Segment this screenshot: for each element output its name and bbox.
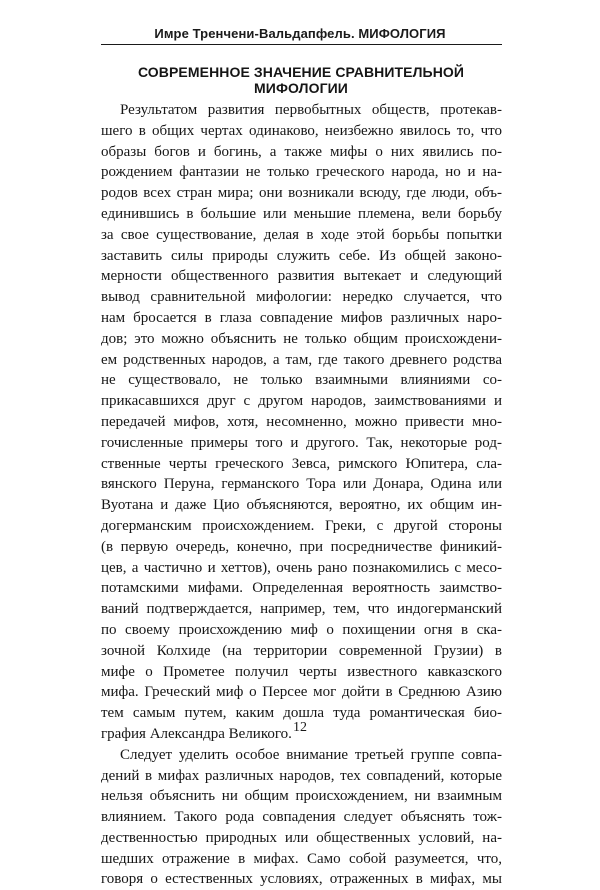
text-line: догерманским происхождением. Греки, с другой стороны xyxy=(101,517,502,534)
text-line: Вуотана и даже Цио объясняются, вероятно, их общим ин- xyxy=(101,497,502,514)
text-line: прикасавшихся друг с другом народов, заимствованиями и xyxy=(101,393,502,410)
text-line: мифе о Прометее получил черты известного кавказского xyxy=(101,663,502,680)
text-line: ем родственных народов, а там, где такого древнего родства xyxy=(101,351,502,368)
text-line: вывод сравнительной мифологии: нередко случается, что xyxy=(101,289,502,306)
text-line: нам бросается в глаза совпадение мифов различных наро- xyxy=(101,309,502,326)
text-line: Результатом развития первобытных обществ, протекав- xyxy=(120,102,502,118)
text-line: дественностью природных или общественных условий, на- xyxy=(101,829,502,846)
section-title: СОВРЕМЕННОЕ ЗНАЧЕНИЕ СРАВНИТЕЛЬНОЙ МИФОЛОГИИ xyxy=(137,64,465,96)
text-line: передачей мифов, хотя, несомненно, можно привести мно- xyxy=(101,413,502,430)
text-line: дов; это можно объяснить не только общим происхождени- xyxy=(101,330,502,347)
text-line: зочной Колхиде (на территории современной Грузии) в xyxy=(101,642,502,659)
page-number: 12 xyxy=(293,720,307,735)
text-line: цев, а частично и хеттов), очень рано познакомились с месо- xyxy=(101,559,502,576)
text-line: говоря о естественных условиях, отраженных в мифах, мы xyxy=(101,871,502,888)
text-line: нельзя объяснить ни общим происхождением, ни взаимным xyxy=(101,788,502,805)
text-line: гочисленные примеры того и другого. Так, некоторые род- xyxy=(101,434,502,451)
text-line: по своему происхождению миф о похищении огня в ска- xyxy=(101,621,502,638)
text-line: шедших отражение в мифах. Само собой разумеется, что, xyxy=(101,850,502,867)
text-line: за свое существование, делая в ходе этой борьбы попытки xyxy=(101,226,502,243)
body-text xyxy=(101,100,502,890)
text-line: заставить силы природы служить себе. Из общей законо- xyxy=(101,247,502,264)
text-line: (в первую очередь, конечно, при посредничестве финикий- xyxy=(101,538,502,555)
text-line: влиянием. Такого рода совпадения следует объяснять тож- xyxy=(101,809,502,826)
text-line: родов всех стран мира; они возникали всюду, где люди, объ- xyxy=(101,185,502,202)
running-header: Имре Тренчени-Вальдапфель. МИФОЛОГИЯ xyxy=(154,26,446,41)
text-line: единившись в большие или меньшие племена, вели борьбу xyxy=(101,205,502,222)
text-line: вянского Перуна, германского Тора или Донара, Одина или xyxy=(101,476,502,493)
text-line: образы богов и богинь, а также мифы о них явились по- xyxy=(101,143,502,160)
paragraph-2 xyxy=(101,745,502,890)
text-line: тем самым путем, каким дошла туда романтическая био- xyxy=(101,705,502,722)
text-line: шего в общих чертах одинаково, неизбежно явилось то, что xyxy=(101,122,502,139)
text-line: потамскими мифами. Определенная вероятность заимство- xyxy=(101,580,502,597)
text-line: мерности общественного развития вытекает и следующий xyxy=(101,268,502,285)
paragraph-1 xyxy=(101,100,502,745)
text-line: Следует уделить особое внимание третьей группе совпа- xyxy=(120,746,502,763)
text-line: рождением фантазии не только греческого народа, но и на- xyxy=(101,164,502,181)
text-line: не существовало, не только взаимными влияниями со- xyxy=(101,372,502,389)
text-line: мифа. Греческий миф о Персее мог дойти в Среднюю Азию xyxy=(101,684,502,701)
text-line: ственные черты греческого Зевса, римского Юпитера, сла- xyxy=(101,455,502,472)
header-divider xyxy=(101,44,502,45)
text-line: дений в мифах различных народов, тех совпадений, которые xyxy=(101,767,502,784)
text-line: ваний подтверждается, например, тем, что индогерманский xyxy=(101,601,502,618)
text-line: графия Александра Великого. xyxy=(101,725,292,742)
